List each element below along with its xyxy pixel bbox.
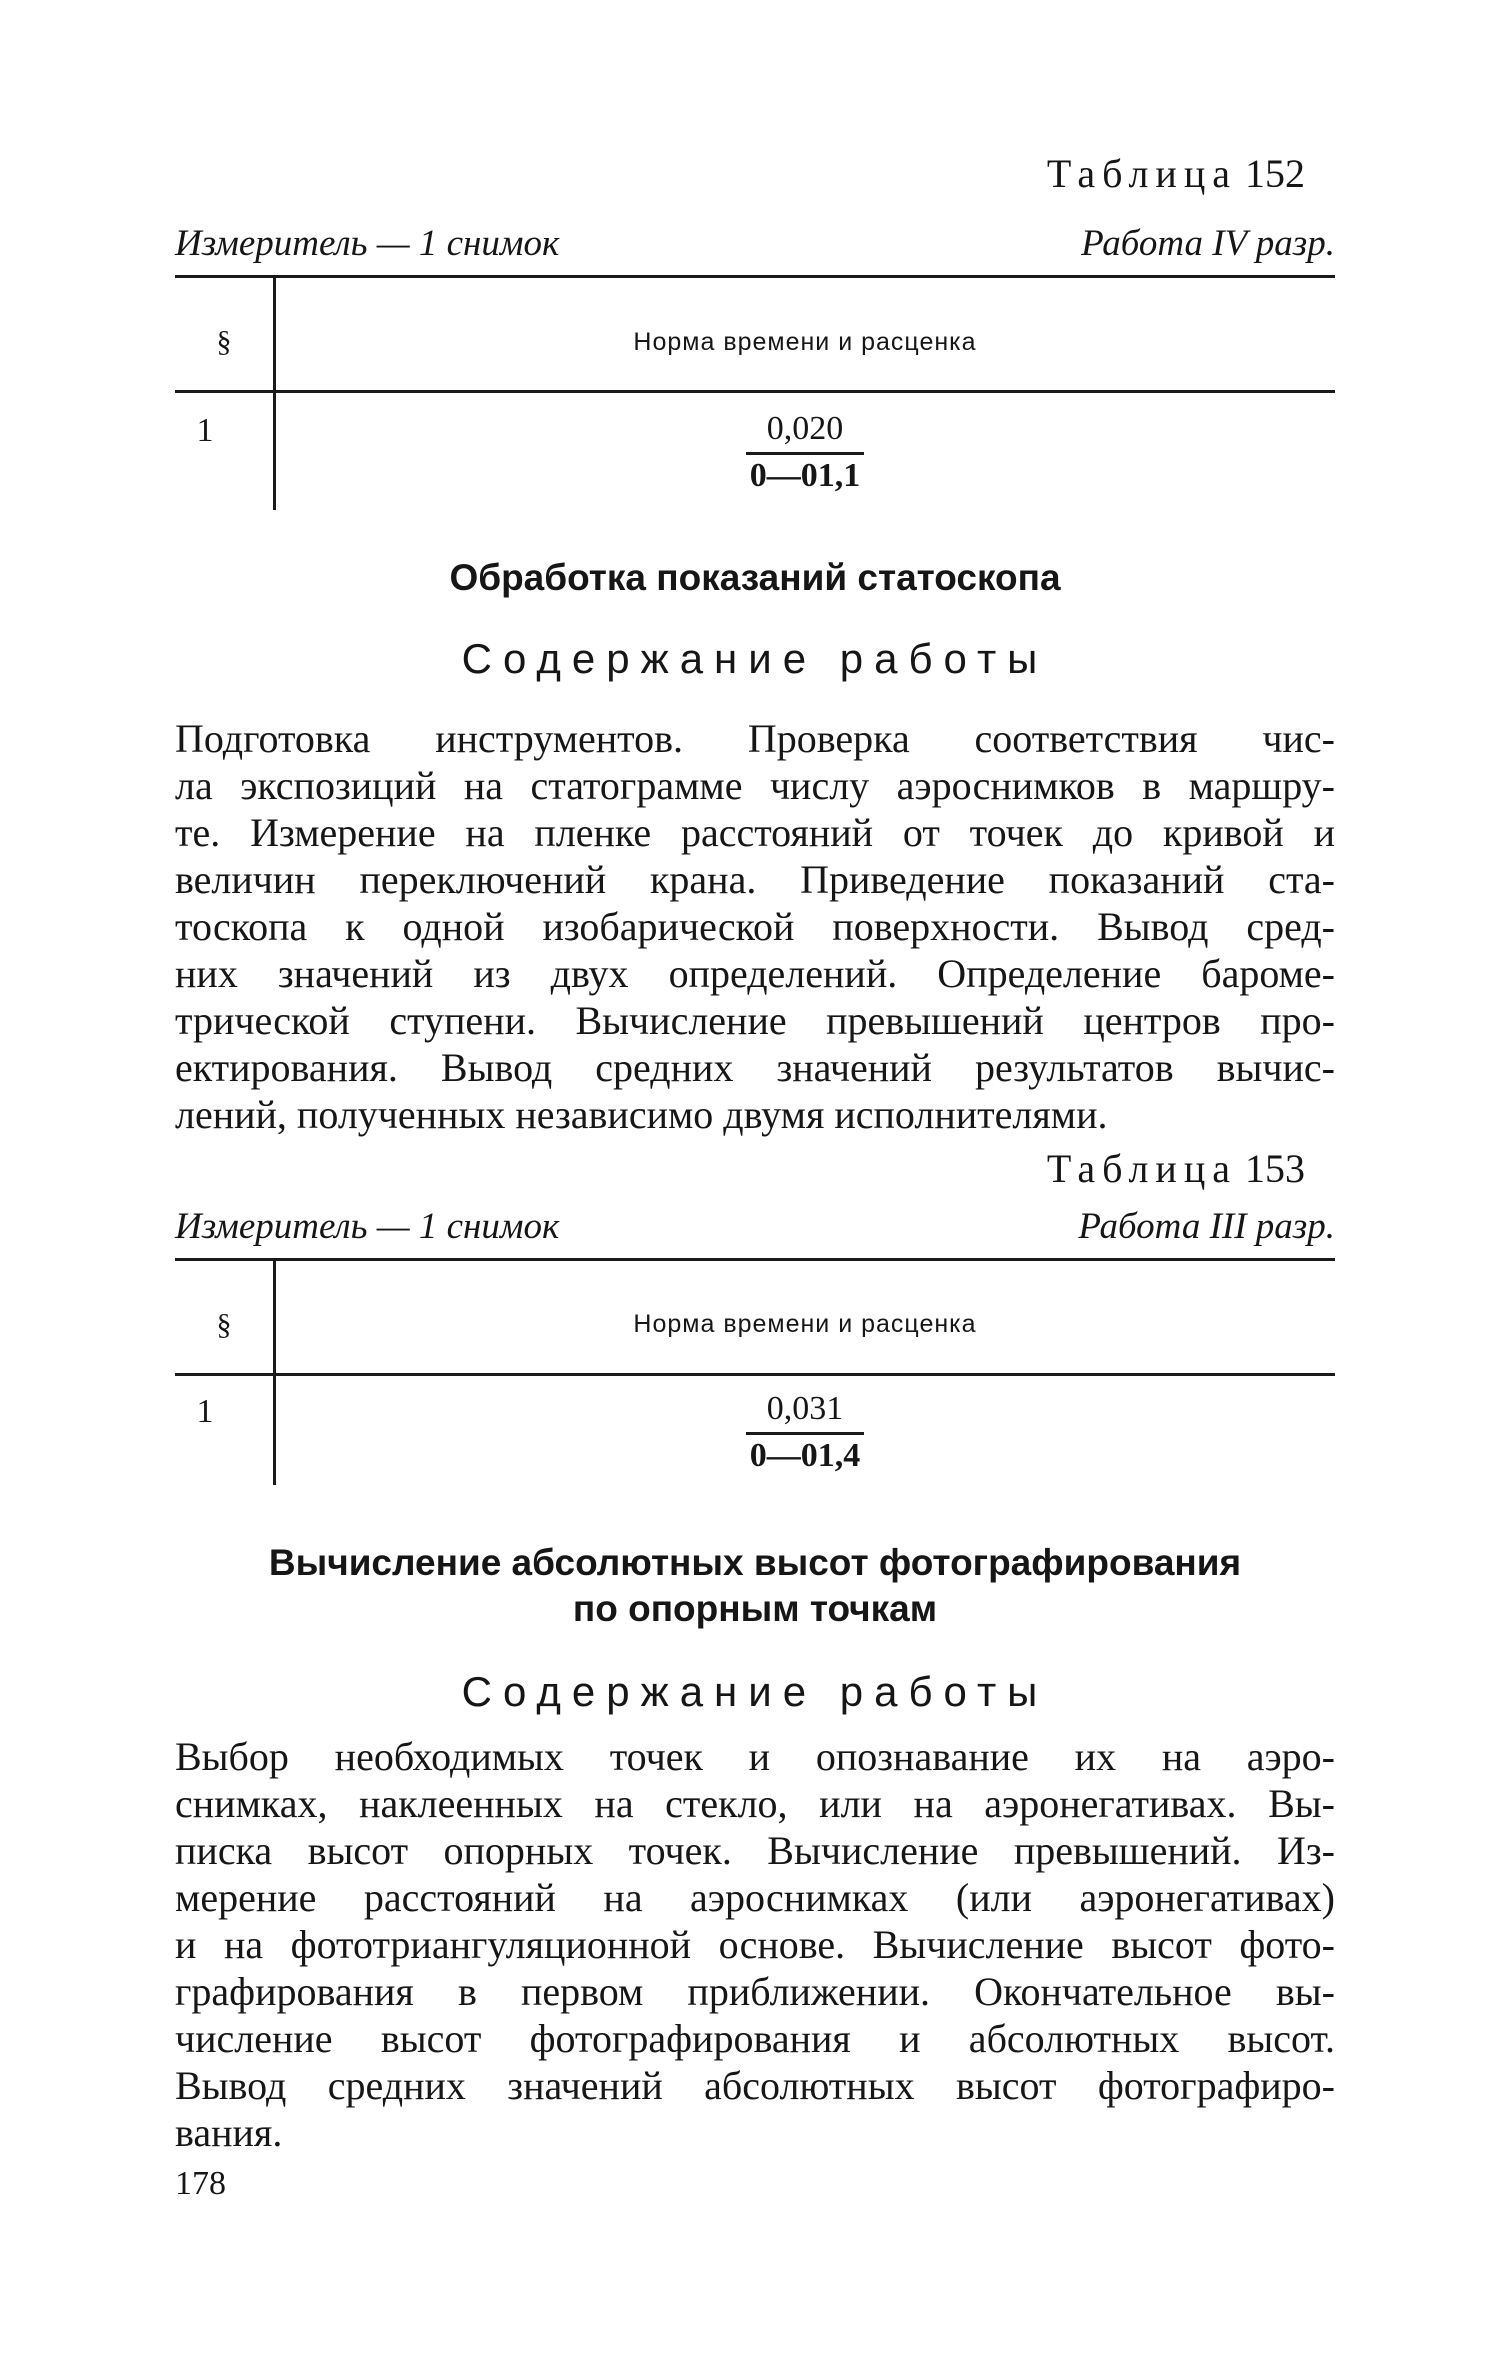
table-caption-word: Таблица (1046, 1146, 1237, 1191)
table-row-norm (275, 1390, 1335, 1475)
norm-price: 0—01,4 (749, 1437, 861, 1474)
table-caption-number: 152 (1245, 151, 1305, 196)
body-line: Выбор необходимых точек и опознавание их на аэро- (175, 1734, 1335, 1779)
body-line: снимках, наклеенных на стекло, или на аэронегативах. Вы- (175, 1781, 1335, 1826)
table-top-rule (175, 275, 1335, 278)
body-line: графирования в первом приближении. Окончательное вы- (175, 1969, 1335, 2014)
table-row-section: 1 (196, 1393, 214, 1430)
body-line: мерение расстояний на аэроснимках (или аэронегативах) (175, 1875, 1335, 1920)
section-title-line: Вычисление абсолютных высот фотографирования (268, 1542, 1242, 1583)
section-title: Обработка показаний статоскопа (449, 557, 1061, 598)
body-line: и на фототриангуляционной основе. Вычисление высот фото- (175, 1922, 1335, 1967)
body-line: Вывод средних значений абсолютных высот фотографиро- (175, 2063, 1335, 2108)
column-header-norm: Норма времени и расценка (633, 1310, 977, 1338)
table-header-rule (175, 1373, 1335, 1376)
norm-time: 0,020 (746, 410, 865, 455)
measure-unit: Измеритель — 1 снимок (175, 1206, 560, 1247)
page-number: 178 (175, 2165, 226, 2202)
work-grade: Работа IV разр. (1081, 223, 1335, 264)
table-153-meta (175, 1205, 1335, 1255)
body-line: ла экспозиций на статограмме числу аэроснимков в маршру- (175, 763, 1335, 808)
work-grade: Работа III разр. (1078, 1206, 1335, 1247)
body-line: те. Измерение на пленке расстояний от точек до кривой и (175, 810, 1335, 855)
table-caption-number: 153 (1245, 1146, 1305, 1191)
section-title (175, 1540, 1335, 1632)
table-row-section: 1 (196, 412, 214, 449)
body-line: тоскопа к одной изобарической поверхности. Вывод сред- (175, 904, 1335, 949)
body-line: писка высот опорных точек. Вычисление превышений. Из- (175, 1828, 1335, 1873)
table-top-rule (175, 1258, 1335, 1261)
column-header-section: § (216, 1308, 232, 1341)
column-header-section: § (216, 325, 232, 358)
table-header-rule (175, 390, 1335, 393)
body-line: числение высот фотографирования и абсолютных высот. (175, 2016, 1335, 2061)
section-body (175, 715, 1335, 1138)
body-line: трической ступени. Вычисление превышений центров про- (175, 998, 1335, 1043)
table-caption-word: Таблица (1046, 151, 1237, 196)
section-title-line: по опорным точкам (572, 1588, 938, 1629)
norm-time: 0,031 (746, 1390, 865, 1435)
body-line: лений, полученных независимо двумя исполнителями. (175, 1092, 1108, 1137)
table-152-caption (1047, 150, 1305, 197)
section-subtitle: Содержание работы (461, 635, 1049, 682)
table-row-norm (275, 410, 1335, 495)
body-line: них значений из двух определений. Определение бароме- (175, 951, 1335, 996)
body-line: вания. (175, 2110, 283, 2155)
body-line: Подготовка инструментов. Проверка соответствия чис- (175, 716, 1335, 761)
section-body (175, 1733, 1335, 2156)
section-subtitle: Содержание работы (461, 1668, 1049, 1715)
body-line: величин переключений крана. Приведение показаний ста- (175, 857, 1335, 902)
column-header-norm: Норма времени и расценка (633, 328, 977, 356)
body-line: ектирования. Вывод средних значений результатов вычис- (175, 1045, 1335, 1090)
norm-price: 0—01,1 (749, 457, 861, 494)
table-152-meta (175, 222, 1335, 272)
measure-unit: Измеритель — 1 снимок (175, 223, 560, 264)
document-page (175, 0, 1335, 2361)
table-153-caption (1047, 1145, 1305, 1192)
